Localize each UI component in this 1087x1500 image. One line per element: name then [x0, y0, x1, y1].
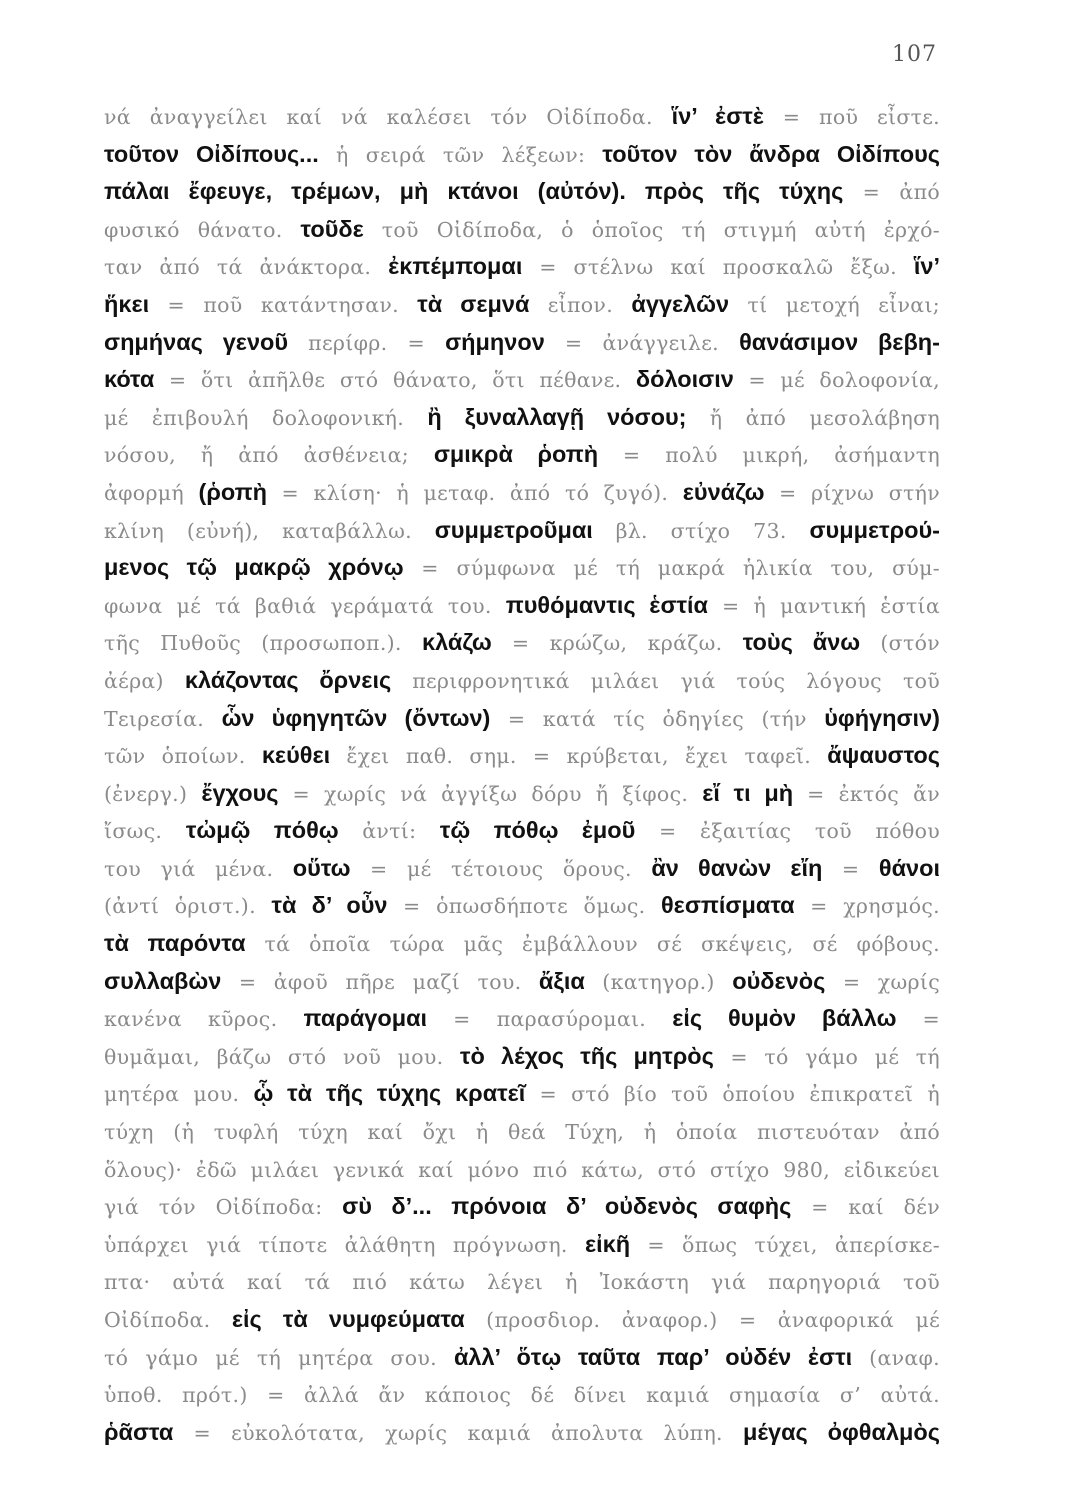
gloss-text: = στέλνω καί προσκαλῶ ἔξω.: [522, 255, 914, 280]
lemma-term: (ῥοπὴ: [198, 478, 267, 505]
text-line: [104, 1301, 940, 1339]
text-line: [104, 136, 940, 174]
gloss-text: = ὅπως τύχει, ἀπερίσκε-: [630, 1232, 940, 1257]
gloss-text: ταν ἀπό τά ἀνάκτορα.: [104, 255, 389, 280]
gloss-text: τῶν ὁποίων.: [104, 744, 262, 769]
gloss-text: = ποῦ κατάντησαν.: [149, 292, 418, 317]
lemma-term: εἰς τὰ νυμφεύματα: [231, 1306, 465, 1332]
lemma-term: μέγας ὀφθαλμὸς: [743, 1418, 940, 1445]
text-line: [104, 775, 940, 813]
lemma-term: τὰ παρόντα: [104, 930, 246, 957]
gloss-text: ἀντί:: [338, 819, 440, 844]
text-line: [104, 173, 940, 211]
gloss-text: ἡ σειρά τῶν λέξεων:: [318, 142, 603, 167]
text-line: [104, 587, 940, 625]
lemma-term: σμικρὰ ῥοπὴ: [433, 441, 599, 468]
gloss-text: περιφρονητικά μιλάει γιά τούς λόγους τοῦ: [391, 668, 940, 693]
lemma-term: ἢ ξυναλλαγῇ νόσου;: [427, 403, 687, 430]
lemma-term: σημήνας γενοῦ: [104, 328, 289, 355]
text-line: [104, 1414, 940, 1452]
gloss-text: ὑποθ. πρότ.) = ἀλλά ἄν κάποιος δέ δίνει καμιά σημασία σ’ αὐτά.: [104, 1383, 940, 1408]
gloss-text: (αναφ.: [852, 1345, 940, 1370]
lemma-term: τοῦδε: [300, 215, 364, 242]
gloss-text: = ἀνάγγειλε.: [544, 330, 740, 355]
lemma-term: θάνοι: [878, 854, 940, 881]
text-line: [104, 211, 940, 249]
text-line: [104, 887, 940, 925]
lemma-term: ἥκει: [104, 290, 150, 317]
gloss-text: κανένα κῦρος.: [104, 1007, 304, 1032]
lemma-term: ἵν’ ἐστὲ: [671, 103, 764, 129]
gloss-text: = καί δέν: [791, 1195, 940, 1220]
text-line: [104, 399, 940, 437]
gloss-text: εἶπον.: [529, 292, 632, 317]
lemma-term: κεύθει: [261, 742, 331, 769]
text-line: [104, 624, 940, 662]
gloss-text: γιά τόν Οἰδίποδα:: [104, 1195, 343, 1220]
text-line: [104, 286, 940, 324]
lemma-term: τοῦτον τὸν ἄνδρα Οἰδίπους: [602, 140, 940, 167]
text-line: [104, 98, 940, 136]
gloss-text: = ὅτι ἀπῆλθε στό θάνατο, ὅτι πέθανε.: [154, 368, 636, 393]
lemma-term: ὑφήγησιν): [824, 704, 940, 731]
text-line: [104, 512, 940, 550]
lemma-term: ᾧ τὰ τῆς τύχης κρατεῖ: [253, 1080, 526, 1107]
gloss-text: = σύμφωνα μέ τή μακρά ἡλικία του, σύμ-: [403, 556, 940, 581]
text-line: [104, 812, 940, 850]
gloss-text: θυμᾶμαι, βάζω στό νοῦ μου.: [104, 1044, 461, 1069]
lemma-term: ἀλλ’ ὅτῳ ταῦτα παρ’ οὐδέν ἐστι: [453, 1343, 853, 1370]
gloss-text: μέ ἐπιβουλή δολοφονική.: [104, 405, 428, 430]
lemma-term: ἄξια: [538, 967, 585, 994]
gloss-text: = ἀφοῦ πῆρε μαζί του.: [221, 969, 539, 994]
gloss-text: περίφρ. =: [288, 330, 446, 355]
text-line: [104, 1263, 940, 1301]
gloss-text: τά ὁποῖα τώρα μᾶς ἐμβάλλουν σέ σκέψεις, σέ φόβους.: [245, 932, 940, 957]
text-line: [104, 436, 940, 474]
gloss-text: πτα· αὐτά καί τά πιό κάτω λέγει ἡ Ἰοκάστη γιά παρηγοριά τοῦ: [104, 1270, 940, 1295]
gloss-text: κλίνη (εὐνή), καταβάλλω.: [104, 518, 435, 543]
gloss-text: βλ. στίχο 73.: [592, 518, 810, 543]
lemma-term: θανάσιμον βεβη-: [739, 328, 940, 355]
lemma-term: εἴ τι μὴ: [702, 779, 794, 806]
lemma-term: τοῦτον Οἰδίπους...: [104, 140, 319, 167]
gloss-text: ἤ ἀπό μεσολάβηση: [686, 405, 940, 430]
gloss-text: = ὁπωσδήποτε ὅμως.: [387, 894, 661, 919]
gloss-text: = τό γάμο μέ τή: [713, 1044, 940, 1069]
text-line: [104, 1188, 940, 1226]
gloss-text: = μέ τέτοιους ὅρους.: [350, 856, 652, 881]
gloss-text: ἴσως.: [104, 819, 186, 844]
text-line: [104, 1339, 940, 1377]
gloss-text: =: [896, 1007, 940, 1032]
lemma-term: πυθόμαντις ἑστία: [505, 591, 708, 618]
gloss-text: ἀέρα): [104, 668, 185, 693]
text-line: [104, 1151, 940, 1189]
lemma-term: ἔγχους: [201, 779, 279, 806]
gloss-text: = ἐξαιτίας τοῦ πόθου: [635, 819, 940, 844]
lemma-term: εἰς θυμὸν βάλλω: [672, 1005, 897, 1032]
gloss-text: (ἐνεργ.): [104, 781, 202, 806]
gloss-text: τί μετοχή εἶναι;: [729, 292, 940, 317]
gloss-text: ἔχει παθ. σημ. = κρύβεται, ἔχει ταφεῖ.: [330, 744, 828, 769]
lemma-term: συλλαβὼν: [104, 967, 222, 994]
gloss-text: (στόν: [860, 631, 940, 656]
lemma-term: κλάζοντας ὄρνεις: [184, 666, 392, 693]
lemma-term: ἄψαυστος: [827, 742, 940, 769]
gloss-text: τό γάμο μέ τή μητέρα σου.: [104, 1345, 454, 1370]
gloss-text: ἀφορμή: [104, 480, 199, 505]
text-line: [104, 850, 940, 888]
gloss-text: = κλίση· ἡ μεταφ. ἀπό τό ζυγό).: [266, 480, 683, 505]
lemma-term: ἂν θανὼν εἴη: [651, 854, 823, 881]
lemma-term: τὸ λέχος τῆς μητρὸς: [460, 1042, 714, 1069]
lemma-term: ἀγγελῶν: [631, 290, 730, 317]
lemma-term: μενος τῷ μακρῷ χρόνῳ: [104, 554, 404, 581]
gloss-text: νόσου, ἤ ἀπό ἀσθένεια;: [104, 443, 434, 468]
lemma-term: τὰ δ’ οὖν: [271, 892, 388, 919]
gloss-text: = μέ δολοφονία,: [733, 368, 940, 393]
text-line: [104, 1038, 940, 1076]
gloss-text: ὑπάρχει γιά τίποτε ἀλάθητη πρόγνωση.: [104, 1232, 585, 1257]
lemma-term: πάλαι ἔφευγε, τρέμων, μὴ κτάνοι (αὐτόν). πρὸς τῆς τύχης: [104, 178, 844, 205]
gloss-text: του γιά μένα.: [104, 856, 293, 881]
gloss-text: = ἡ μαντική ἑστία: [708, 593, 940, 618]
text-line: [104, 1226, 940, 1264]
gloss-text: (προσδιορ. ἀναφορ.) = ἀναφορικά μέ: [464, 1308, 940, 1332]
text-line: [104, 248, 940, 286]
text-line: [104, 963, 940, 1001]
commentary-text: [104, 98, 940, 1451]
lemma-term: κλάζω: [422, 629, 492, 656]
gloss-text: = στό βίο τοῦ ὁποίου ἐπικρατεῖ ἡ: [525, 1082, 940, 1107]
gloss-text: τύχη (ἡ τυφλή τύχη καί ὄχι ἡ θεά Τύχη, ἡ ὁποία πιστευόταν ἀπό: [104, 1120, 940, 1145]
gloss-text: Οἰδίποδα.: [104, 1308, 232, 1332]
text-line: [104, 925, 940, 963]
gloss-text: φωνα μέ τά βαθιά γεράματά του.: [104, 593, 506, 618]
gloss-text: = χωρίς νά ἀγγίξω δόρυ ἤ ξίφος.: [278, 781, 703, 806]
lemma-term: κότα: [104, 366, 155, 393]
lemma-term: θεσπίσματα: [660, 892, 795, 919]
text-line: [104, 1075, 940, 1113]
gloss-text: = ἀπό: [843, 180, 940, 205]
page-number: 107: [892, 42, 937, 67]
gloss-text: = κατά τίς ὁδηγίες (τήν: [490, 706, 825, 731]
text-line: [104, 700, 940, 738]
lemma-term: ἐκπέμπομαι: [388, 253, 523, 280]
gloss-text: = παρασύρομαι.: [427, 1007, 673, 1032]
lemma-term: τὠμῷ πόθῳ: [185, 817, 339, 844]
lemma-term: συμμετρού-: [809, 516, 940, 543]
gloss-text: = ἐκτός ἄν: [793, 781, 940, 806]
lemma-term: τὰ σεμνά: [417, 290, 530, 317]
gloss-text: =: [822, 856, 879, 881]
gloss-text: = πολύ μικρή, ἀσήμαντη: [598, 443, 940, 468]
lemma-term: ὧν ὑφηγητῶν (ὄντων): [221, 704, 491, 731]
lemma-term: ἵν’: [913, 253, 940, 280]
gloss-text: = εὐκολότατα, χωρίς καμιά ἀπολυτα λύπη.: [173, 1420, 744, 1445]
text-line: [104, 737, 940, 775]
gloss-text: νά ἀναγγείλει καί νά καλέσει τόν Οἰδίποδα.: [104, 105, 672, 129]
text-line: [104, 662, 940, 700]
lemma-term: τοὺς ἄνω: [742, 629, 861, 656]
lemma-term: οὕτω: [292, 854, 351, 881]
gloss-text: = κρώζω, κράζω.: [491, 631, 743, 656]
lemma-term: συμμετροῦμαι: [434, 516, 593, 543]
gloss-text: = ποῦ εἶστε.: [763, 105, 940, 129]
gloss-text: ὅλους)· ἐδῶ μιλάει γενικά καί μόνο πιό κάτω, στό στίχο 980, εἰδικεύει: [104, 1157, 940, 1182]
text-line: [104, 361, 940, 399]
gloss-text: μητέρα μου.: [104, 1082, 254, 1107]
text-line: [104, 549, 940, 587]
gloss-text: φυσικό θάνατο.: [104, 217, 301, 242]
lemma-term: τῷ πόθῳ ἐμοῦ: [439, 817, 636, 844]
lemma-term: ῥᾶστα: [104, 1418, 174, 1445]
lemma-term: οὐδενὸς: [732, 967, 826, 994]
gloss-text: (κατηγορ.): [584, 969, 733, 994]
lemma-term: παράγομαι: [303, 1005, 428, 1032]
gloss-text: Τειρεσία.: [104, 706, 222, 731]
gloss-text: (ἀντί ὁριστ.).: [104, 894, 272, 919]
lemma-term: εἰκῆ: [584, 1230, 631, 1257]
text-line: [104, 1113, 940, 1151]
text-line: [104, 474, 940, 512]
lemma-term: δόλοισιν: [635, 366, 734, 393]
text-line: [104, 324, 940, 362]
gloss-text: = χωρίς: [825, 969, 940, 994]
gloss-text: = χρησμός.: [794, 894, 940, 919]
text-line: [104, 1376, 940, 1414]
text-line: [104, 1000, 940, 1038]
gloss-text: = ρίχνω στήν: [764, 480, 940, 505]
lemma-term: εὐνάζω: [682, 478, 765, 505]
lemma-term: σὺ δ’... πρόνοια δ’ οὐδενὸς σαφὴς: [342, 1193, 792, 1220]
lemma-term: σήμηνον: [445, 328, 545, 355]
gloss-text: τοῦ Οἰδίποδα, ὁ ὁποῖος τή στιγμή αὐτή ἐρχό-: [363, 217, 940, 242]
gloss-text: τῆς Πυθοῦς (προσωποπ.).: [104, 631, 422, 656]
